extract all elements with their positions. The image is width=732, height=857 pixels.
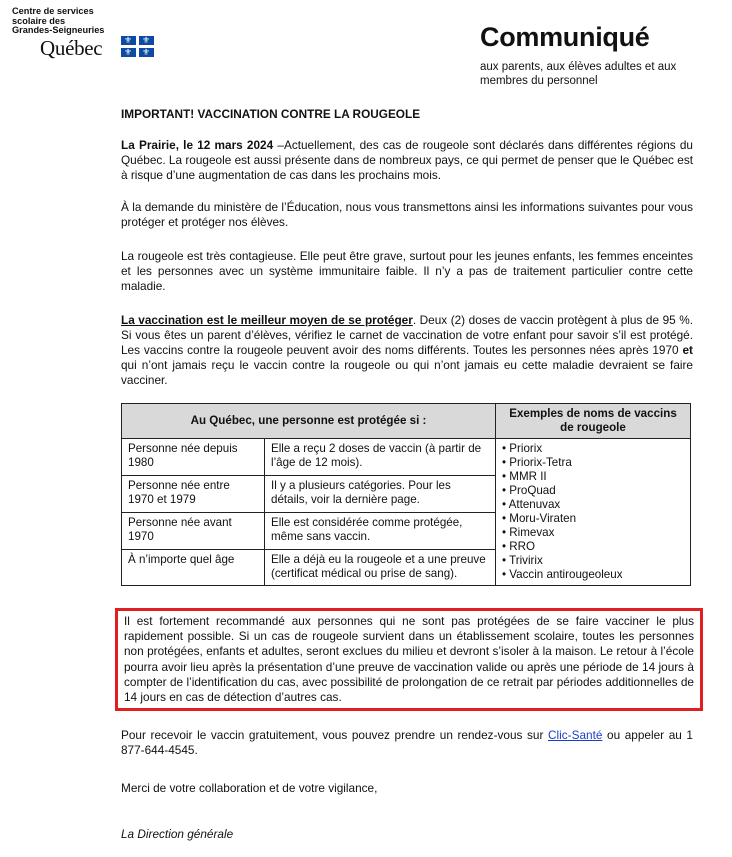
intro-text: –Actuellement, des cas de rougeole sont déclarés dans différentes régions du Québec. La rougeole est aussi présente dans de nombreux pays, ce qui permet de penser que le Québec est à risque d’une augmentation de cas dans les prochains mois. xyxy=(121,138,693,182)
fleur-de-lis-icon: ⚜ xyxy=(124,35,133,45)
table-cell-who: Personne née entre 1970 et 1979 xyxy=(122,476,265,513)
quebec-flag-icon xyxy=(121,36,154,57)
quebec-wordmark: Québec xyxy=(40,36,103,60)
list-item: • Vaccin antirougeoleux xyxy=(502,568,684,582)
list-item: • Rimevax xyxy=(502,526,684,540)
paragraph-thanks: Merci de votre collaboration et de votre vigilance, xyxy=(121,781,378,795)
fleur-de-lis-icon: ⚜ xyxy=(142,47,151,57)
place-date: La Prairie, le 12 mars 2024 xyxy=(121,138,274,152)
list-item: • Priorix xyxy=(502,442,684,456)
vaccine-list xyxy=(502,442,684,582)
list-item: • Moru-Viraten xyxy=(502,512,684,526)
table-cell-who: À n’importe quel âge xyxy=(122,550,265,586)
fleur-de-lis-icon: ⚜ xyxy=(124,47,133,57)
table-cell-who: Personne née depuis 1980 xyxy=(122,439,265,476)
table-row xyxy=(122,439,691,476)
vaccination-lead: La vaccination est le meilleur moyen de se protéger xyxy=(121,313,413,327)
vaccination-text-end: qui n’ont jamais reçu le vaccin contre la rougeole ou qui n’ont jamais eu cette maladie devraient se faire vacciner. xyxy=(121,358,693,387)
paragraph-appointment xyxy=(121,728,693,758)
alert-box: Il est fortement recommandé aux personnes qui ne sont pas protégées de se faire vacciner le plus rapidement possible. Si un cas de rougeole survient dans un établissement scolaire, toutes les personnes non protégées, enfants et adultes, seront exclues du milieu et devront s’isoler à la maison. Le retour à l’école pourra avoir lieu après la présentation d’une preuve de vaccination valide ou après une période de 14 jours à compter de l’identification du cas, avec possibilité de prolongation de ce retrait par périodes additionnelles de 14 jours en cas de détection d’autres cas. xyxy=(115,608,703,711)
vaccine-names-cell xyxy=(496,439,691,586)
clic-sante-link[interactable]: Clic-Santé xyxy=(548,728,603,742)
org-line: scolaire des xyxy=(12,15,66,26)
org-line: Grandes-Seigneuries xyxy=(12,25,105,35)
vaccination-text: . Deux (2) doses de vaccin protègent à plus de 95 %. Si vous êtes un parent d’élèves, vérifiez le carnet de vaccination de votre enfant pour savoir s’il est protégé. Les vaccins contre la rougeole peuvent avoir des noms différents. Toutes les personnes nées après 1970 xyxy=(121,313,693,357)
appointment-phone-text: ou appeler au 1 877-644-4545. xyxy=(121,728,693,757)
table-header-vaccines: Exemples de noms de vaccins de rougeole xyxy=(496,404,691,439)
table-cell-status: Il y a plusieurs catégories. Pour les détails, voir la dernière page. xyxy=(265,476,496,513)
organization-name xyxy=(12,7,104,36)
paragraph-contagion: La rougeole est très contagieuse. Elle peut être grave, surtout pour les jeunes enfants, les femmes enceintes et les personnes avec un système immunitaire faible. Il n’y a pas de traitement particulier contre cette maladie. xyxy=(121,249,693,293)
list-item: • Priorix-Tetra xyxy=(502,456,684,470)
paragraph-ministry: À la demande du ministère de l’Éducation, nous vous transmettons ainsi les informations suivantes pour vous protéger et protéger nos élèves. xyxy=(121,200,693,229)
signature: La Direction générale xyxy=(121,827,234,841)
page-title: IMPORTANT! VACCINATION CONTRE LA ROUGEOLE xyxy=(121,107,421,121)
paragraph-intro xyxy=(121,138,693,183)
table-header-protection: Au Québec, une personne est protégée si : xyxy=(122,404,496,439)
appointment-text: Pour recevoir le vaccin gratuitement, vous pouvez prendre un rendez-vous sur xyxy=(121,728,548,742)
list-item: • MMR II xyxy=(502,470,684,484)
org-line: Centre de services xyxy=(12,6,94,16)
table-cell-status: Elle est considérée comme protégée, même sans vaccin. xyxy=(265,513,496,550)
list-item: • Trivirix xyxy=(502,554,684,568)
protection-table xyxy=(121,403,691,586)
table-cell-status: Elle a reçu 2 doses de vaccin (à partir de l’âge de 12 mois). xyxy=(265,439,496,476)
table-header-row xyxy=(122,404,691,439)
audience-line: aux parents, aux élèves adultes et aux membres du personnel xyxy=(480,61,677,87)
list-item: • RRO xyxy=(502,540,684,554)
list-item: • Attenuvax xyxy=(502,498,684,512)
table-cell-who: Personne née avant 1970 xyxy=(122,513,265,550)
paragraph-vaccination xyxy=(121,313,693,388)
list-item: • ProQuad xyxy=(502,484,684,498)
fleur-de-lis-icon: ⚜ xyxy=(142,35,151,45)
emphasis-et: et xyxy=(682,343,693,357)
table-cell-status: Elle a déjà eu la rougeole et a une preuve (certificat médical ou prise de sang). xyxy=(265,550,496,586)
document-type-title: Communiqué xyxy=(480,22,650,52)
